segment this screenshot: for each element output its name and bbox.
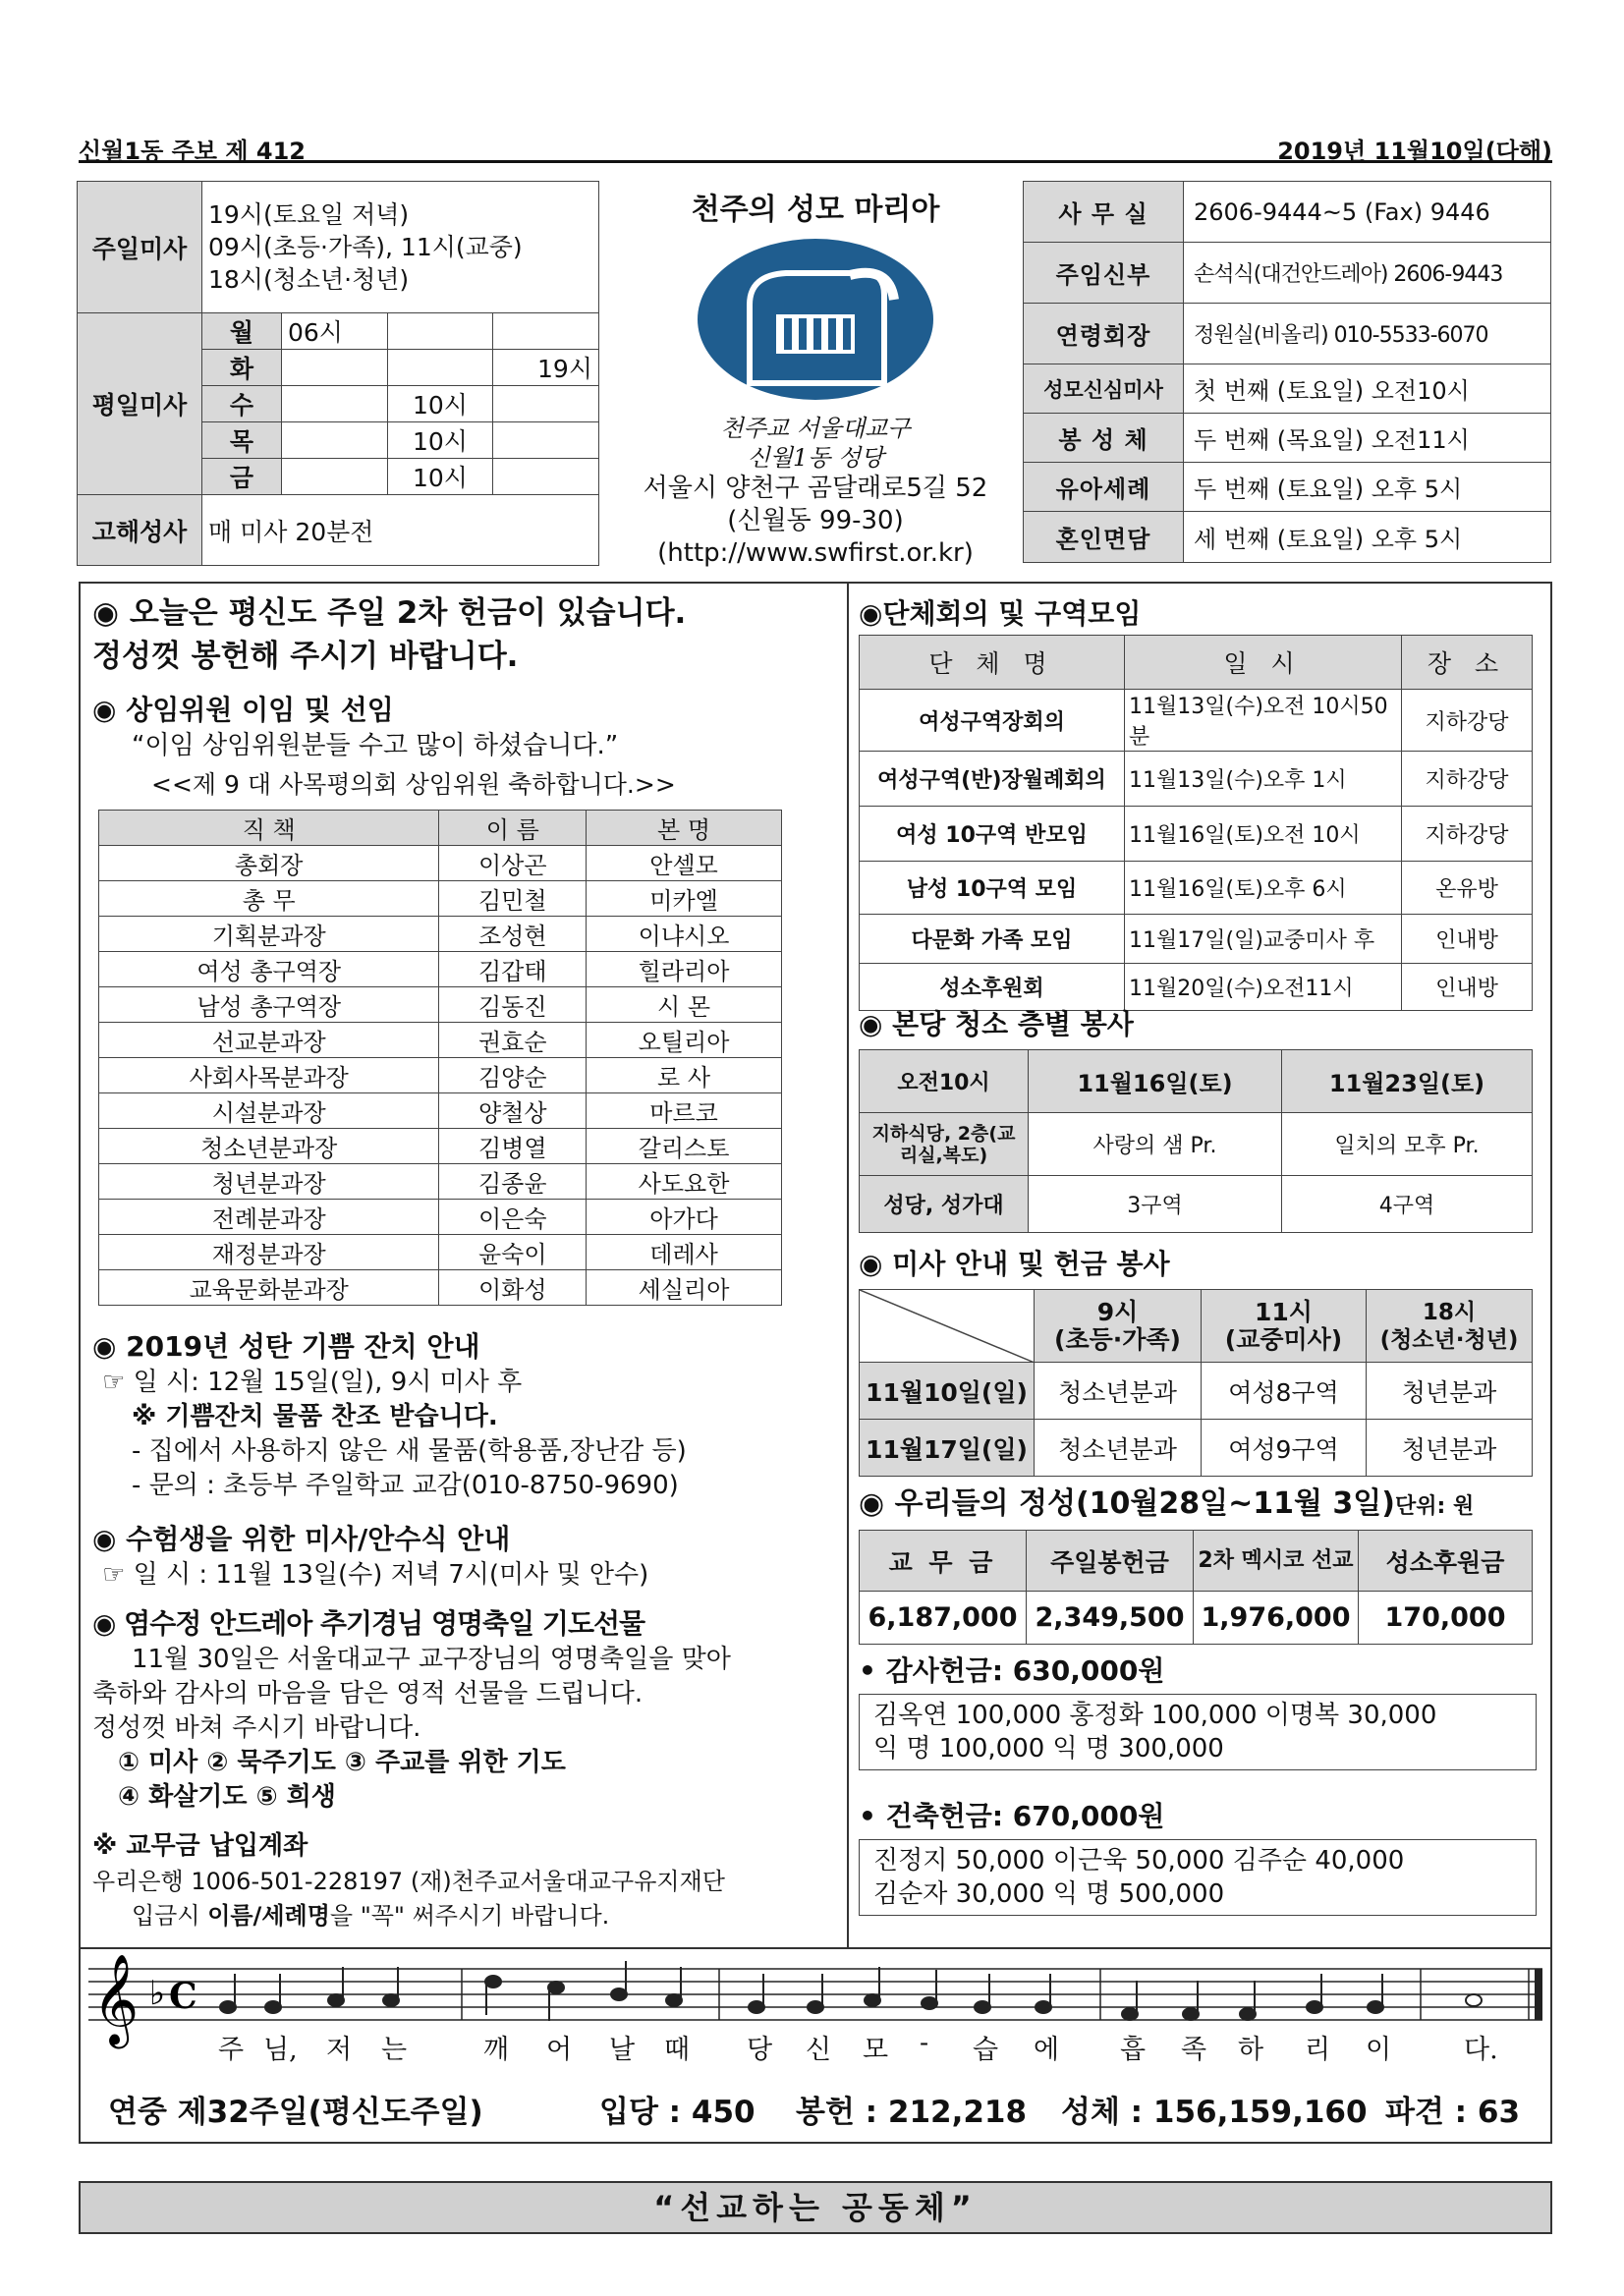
building-section: [859, 1798, 1537, 1916]
sunday-mass-line: 18시(청소년·청년): [208, 265, 410, 294]
cell: 김민철: [439, 881, 587, 917]
weekday-mass-label: 평일미사: [78, 313, 202, 495]
cleaning-section: [859, 1006, 1533, 1233]
table-row: [99, 1270, 782, 1306]
weekday-time: 10시: [387, 422, 493, 459]
cell: 2,349,500: [1027, 1592, 1194, 1645]
table-row: [99, 1129, 782, 1164]
sunday-title: 연중 제32주일(평신도주일): [108, 2095, 483, 2130]
note-head: [265, 2001, 281, 2013]
table-row: [860, 915, 1533, 964]
cell: 김동진: [439, 987, 587, 1023]
weekday-time: [493, 422, 599, 459]
weekday-time: [282, 459, 388, 495]
weekday: 수: [202, 386, 282, 422]
parish-block: [609, 177, 1022, 570]
note-head: [922, 1997, 937, 2009]
svg-text:𝄞: 𝄞: [92, 1953, 140, 2044]
cell: 청소년분과: [1035, 1420, 1202, 1477]
note-head: [611, 1988, 627, 2000]
col-header: 성소후원금: [1359, 1531, 1533, 1592]
cell: 여성 10구역 반모임: [860, 807, 1125, 862]
diagonal-cell: [860, 1290, 1035, 1363]
cell: 권효순: [439, 1023, 587, 1058]
section-title: ◉ 수험생을 위한 미사/안수식 안내: [92, 1523, 511, 1555]
table-row: [860, 1592, 1533, 1645]
lyric-syllable: 흡: [1120, 2035, 1147, 2065]
cell: 윤숙이: [439, 1235, 587, 1270]
header-line: 11시: [1255, 1297, 1313, 1326]
table-row: [860, 862, 1533, 915]
section-title: ※ 교무금 납입계좌: [92, 1831, 308, 1861]
cell: 청년분과장: [99, 1164, 439, 1200]
cardinal-line: 11월 30일은 서울대교구 교구장님의 영명축일을 맞아: [132, 1645, 731, 1674]
christmas-item: - 집에서 사용하지 않은 새 물품(학용품,장난감 등): [132, 1436, 687, 1466]
svg-text:♭: ♭: [149, 1974, 166, 2013]
lyric-syllable: 깨: [483, 2035, 510, 2065]
table-row: [860, 964, 1533, 1011]
cell: 힐라리아: [587, 952, 782, 987]
info-label: 연령회장: [1024, 304, 1184, 364]
lyric-syllable: 어: [546, 2035, 573, 2065]
cell: 전례분과장: [99, 1200, 439, 1235]
parish-address: 서울시 양천구 곰달래로5길 52: [643, 474, 988, 503]
weekday-time: [493, 386, 599, 422]
parish-address-2: (신월동 99-30): [727, 506, 904, 535]
cell: 온유방: [1402, 862, 1533, 915]
cell: 이상곤: [439, 846, 587, 881]
weekday-time: 10시: [387, 459, 493, 495]
building-box: [859, 1839, 1537, 1916]
christmas-section: [92, 1328, 839, 1503]
weekday-time: [282, 350, 388, 386]
account-note-text: 입금시: [132, 1902, 208, 1930]
section-title: • 감사헌금: 630,000원: [859, 1654, 1165, 1687]
offering-unit: 단위: 원: [1395, 1494, 1475, 1519]
cell: 아가다: [587, 1200, 782, 1235]
section-title: ◉ 2019년 성탄 기쁨 잔치 안내: [92, 1330, 480, 1363]
col-header: 단 체 명: [860, 636, 1125, 690]
cleaning-table: [859, 1049, 1533, 1233]
officers-section: [92, 692, 839, 802]
offering-section: [859, 1485, 1546, 1645]
group-section: [859, 595, 1533, 1011]
exam-section: [92, 1521, 839, 1593]
lyric-syllable: 족: [1181, 2035, 1207, 2065]
table-row: [99, 1093, 782, 1129]
christmas-note: ※ 기쁨잔치 물품 찬조 받습니다.: [132, 1402, 498, 1431]
cell: 6,187,000: [860, 1592, 1027, 1645]
account-number: 우리은행 1006-501-228197 (재)천주교서울대교구유지재단: [92, 1868, 725, 1895]
sunday-mass-line: 19시(토요일 저녁): [208, 200, 410, 229]
thanks-section: [859, 1652, 1537, 1770]
section-title: ◉ 염수정 안드레아 추기경님 영명축일 기도선물: [92, 1607, 645, 1640]
cell: 170,000: [1359, 1592, 1533, 1645]
weekday-time: 10시: [387, 386, 493, 422]
mass-schedule-table: [77, 181, 599, 566]
table-row: [99, 987, 782, 1023]
cell: 사회사목분과장: [99, 1058, 439, 1093]
donor-line: 진정지 50,000 이근욱 50,000 김주순 40,000: [873, 1846, 1405, 1876]
info-label: 주임신부: [1024, 243, 1184, 304]
cell: 11월17일(일): [860, 1420, 1035, 1477]
col-header: 직 책: [99, 811, 439, 846]
cell: 1,976,000: [1194, 1592, 1359, 1645]
account-note: [92, 1899, 849, 1933]
info-value: 첫 번째 (토요일) 오전10시: [1184, 364, 1551, 414]
note-head: [383, 1994, 399, 2006]
cell: 사도요한: [587, 1164, 782, 1200]
hymn-count: 봉헌 : 212,218: [796, 2095, 1028, 2130]
col-header: [1035, 1290, 1202, 1363]
header-line: 9시: [1096, 1297, 1139, 1326]
cell: 성당, 성가대: [860, 1176, 1029, 1233]
cell: 3구역: [1029, 1176, 1282, 1233]
sunday-mass-line: 09시(초등·가족), 11시(교중): [208, 233, 523, 261]
account-note-text: 을 "꼭" 써주시기 바랍니다.: [329, 1902, 610, 1930]
thanks-box: [859, 1694, 1537, 1770]
weekday-time: [493, 459, 599, 495]
col-header: [1202, 1290, 1367, 1363]
lyric-syllable: -: [920, 2028, 929, 2058]
notice-line: ◉ 오늘은 평신도 주일 2차 헌금이 있습니다.: [92, 595, 687, 631]
cell: 11월17일(일)교중미사 후: [1125, 915, 1402, 964]
col-header: 2차 멕시코 선교: [1194, 1531, 1359, 1592]
lyric-syllable: 날: [609, 2035, 636, 2065]
cell: 청년분과: [1367, 1363, 1533, 1420]
cell: 이은숙: [439, 1200, 587, 1235]
note-head: [1183, 2008, 1199, 2020]
parish-url[interactable]: (http://www.swfirst.or.kr): [657, 538, 974, 568]
col-header: 교 무 금: [860, 1531, 1027, 1592]
logo-caption: 천주교 서울대교구: [720, 415, 911, 442]
weekday: 금: [202, 459, 282, 495]
officers-quote: “이임 상임위원분들 수고 많이 하셨습니다.”: [132, 731, 619, 760]
header-line: (청소년·청년): [1379, 1326, 1519, 1353]
info-label: 성모신심미사: [1024, 364, 1184, 414]
cell: 11월13일(수)오후 1시: [1125, 752, 1402, 807]
cell: 4구역: [1282, 1176, 1533, 1233]
cell: 11월10일(일): [860, 1363, 1035, 1420]
cell: 미카엘: [587, 881, 782, 917]
section-title: [859, 1485, 1546, 1526]
section-title: ◉단체회의 및 구역모임: [859, 597, 1142, 630]
cell: 남성 총구역장: [99, 987, 439, 1023]
cell: 여성구역장회의: [860, 690, 1125, 752]
table-row: [99, 1023, 782, 1058]
table-row: [860, 690, 1533, 752]
donor-line: 익 명 100,000 익 명 300,000: [873, 1734, 1224, 1764]
table-row: [99, 1058, 782, 1093]
cell: 세실리아: [587, 1270, 782, 1306]
donor-line: 김순자 30,000 익 명 500,000: [873, 1879, 1225, 1909]
cell: 지하식당, 2층(교리실,복도): [860, 1113, 1029, 1176]
lyrics-line: [79, 2028, 1552, 2067]
account-note-bold: 이름/세례명: [207, 1902, 330, 1930]
weekday-time: 06시: [282, 313, 388, 350]
donor-line: 김옥연 100,000 홍정화 100,000 이명복 30,000: [873, 1701, 1437, 1730]
weekday-time: [387, 313, 493, 350]
col-header: 11월16일(토): [1029, 1050, 1282, 1113]
table-row: [860, 1420, 1533, 1477]
cell: 인내방: [1402, 915, 1533, 964]
mass-service-table: [859, 1289, 1533, 1477]
parish-logo-icon: [693, 236, 938, 403]
cell: 양철상: [439, 1093, 587, 1129]
cell: 로 사: [587, 1058, 782, 1093]
christmas-date: ☞ 일 시: 12월 15일(일), 9시 미사 후: [102, 1368, 523, 1397]
section-title: • 건축헌금: 670,000원: [859, 1800, 1165, 1832]
cardinal-section: [92, 1605, 849, 1815]
cell: 청소년분과: [1035, 1363, 1202, 1420]
table-row: [99, 1200, 782, 1235]
lyric-syllable: 님,: [263, 2035, 298, 2065]
note-head: [975, 2001, 990, 2013]
cell: 사랑의 샘 Pr.: [1029, 1113, 1282, 1176]
note-head: [808, 2001, 823, 2013]
header-bar: [79, 132, 1552, 163]
note-head: [328, 1994, 344, 2006]
note-head: [666, 1994, 682, 2006]
lyric-syllable: 리: [1305, 2035, 1331, 2065]
cell: 데레사: [587, 1235, 782, 1270]
note-head: [485, 1976, 501, 1988]
cell: 여성8구역: [1202, 1363, 1367, 1420]
header-line: (초등·가족): [1054, 1324, 1181, 1354]
cell: 지하강당: [1402, 690, 1533, 752]
cell: 11월13일(수)오전 10시50분: [1125, 690, 1402, 752]
christmas-item: - 문의 : 초등부 주일학교 교감(010-8750-9690): [132, 1471, 679, 1500]
col-header: 장 소: [1402, 636, 1533, 690]
cell: 총회장: [99, 846, 439, 881]
lyric-syllable: 에: [1034, 2035, 1060, 2065]
cell: 기획분과장: [99, 917, 439, 952]
group-table: [859, 635, 1533, 1011]
cell: 여성구역(반)장월례회의: [860, 752, 1125, 807]
lyric-syllable: 하: [1238, 2035, 1264, 2065]
logo-caption: 신월1동 성당: [747, 444, 884, 472]
cell: 총 무: [99, 881, 439, 917]
motto-bar: “선교하는 공동체”: [79, 2181, 1552, 2234]
confession-value: 매 미사 20분전: [202, 495, 599, 566]
dismissal-count: 파견 : 63: [1385, 2095, 1521, 2130]
section-title: ◉ 상임위원 이임 및 선임: [92, 694, 394, 726]
note-head: [1307, 2001, 1322, 2013]
cell: 청년분과: [1367, 1420, 1533, 1477]
lyric-syllable: 주: [218, 2035, 245, 2065]
info-value: 두 번째 (토요일) 오후 5시: [1184, 463, 1551, 512]
cell: 김병열: [439, 1129, 587, 1164]
table-row: [860, 1113, 1533, 1176]
note-head: [548, 1982, 564, 1993]
cell: 남성 10구역 모임: [860, 862, 1125, 915]
officers-table: [98, 810, 782, 1306]
info-value: 손석식(대건안드레아) 2606-9443: [1184, 243, 1551, 304]
col-header: 본 명: [587, 811, 782, 846]
lyric-syllable: 습: [973, 2035, 999, 2065]
lyric-syllable: 때: [664, 2035, 691, 2065]
lyric-syllable: 다.: [1464, 2035, 1498, 2065]
header-line: 18시: [1422, 1299, 1477, 1325]
main-notice: [92, 591, 839, 678]
account-section: [92, 1827, 849, 1933]
cell: 이냐시오: [587, 917, 782, 952]
prayer-list: ① 미사 ② 묵주기도 ③ 주교를 위한 기도: [118, 1748, 566, 1777]
cell: 일치의 모후 Pr.: [1282, 1113, 1533, 1176]
summary-line: [108, 2087, 1542, 2136]
cell: 인내방: [1402, 964, 1533, 1011]
weekday-time: [493, 313, 599, 350]
info-value: 세 번째 (토요일) 오후 5시: [1184, 512, 1551, 563]
cell: 갈리스토: [587, 1129, 782, 1164]
prayer-list: ④ 화살기도 ⑤ 희생: [118, 1782, 336, 1812]
info-value: 두 번째 (목요일) 오전11시: [1184, 414, 1551, 463]
note-head: [1368, 2001, 1383, 2013]
section-title: ◉ 미사 안내 및 헌금 봉사: [859, 1248, 1170, 1280]
issue-date: 2019년 11월10일(다해): [1277, 138, 1552, 165]
lyric-syllable: 는: [381, 2035, 408, 2065]
header-line: (교중미사): [1224, 1324, 1343, 1354]
cell: 11월20일(수)오전11시: [1125, 964, 1402, 1011]
lyric-syllable: 신: [806, 2035, 832, 2065]
exam-date: ☞ 일 시 : 11월 13일(수) 저녁 7시(미사 및 안수): [102, 1560, 649, 1590]
cell: 성소후원회: [860, 964, 1125, 1011]
lyric-syllable: 모: [863, 2035, 889, 2065]
sunday-mass-label: 주일미사: [78, 182, 202, 313]
weekday: 목: [202, 422, 282, 459]
info-label: 사 무 실: [1024, 182, 1184, 243]
cardinal-line: 축하와 감사의 마음을 담은 영적 선물을 드립니다.: [92, 1679, 644, 1708]
col-header: 주일봉헌금: [1027, 1531, 1194, 1592]
lyric-syllable: 저: [326, 2035, 353, 2065]
note-head: [1036, 2001, 1051, 2013]
cell: 여성9구역: [1202, 1420, 1367, 1477]
lyric-syllable: 당: [747, 2035, 773, 2065]
weekday-time: [282, 422, 388, 459]
entrance-count: 입당 : 450: [599, 2095, 756, 2130]
section-title: ◉ 본당 청소 층별 봉사: [859, 1008, 1134, 1040]
cell: 오틸리아: [587, 1023, 782, 1058]
officers-subtitle: <<제 9 대 사목평의회 상임위원 축하합니다.>>: [151, 770, 676, 799]
table-row: [99, 1235, 782, 1270]
col-header: 이 름: [439, 811, 587, 846]
col-header: 오전10시: [860, 1050, 1029, 1113]
note-head: [220, 2001, 236, 2013]
communion-count: 성체 : 156,159,160: [1061, 2095, 1368, 2130]
table-row: [99, 881, 782, 917]
cell: 조성현: [439, 917, 587, 952]
table-row: [99, 846, 782, 881]
info-label: 봉 성 체: [1024, 414, 1184, 463]
col-header: 11월23일(토): [1282, 1050, 1533, 1113]
cell: 교육문화분과장: [99, 1270, 439, 1306]
info-value: 2606-9444~5 (Fax) 9446: [1184, 182, 1551, 243]
note-head: [1122, 2008, 1138, 2020]
offering-table: [859, 1530, 1533, 1645]
note-head: [749, 2001, 764, 2013]
cell: 김종윤: [439, 1164, 587, 1200]
cell: 시 몬: [587, 987, 782, 1023]
weekday: 월: [202, 313, 282, 350]
weekday: 화: [202, 350, 282, 386]
notice-line: 정성껏 봉헌해 주시기 바랍니다.: [92, 639, 519, 674]
music-score: [79, 1947, 1552, 2144]
cell: 다문화 가족 모임: [860, 915, 1125, 964]
table-row: [99, 917, 782, 952]
col-header: [1367, 1290, 1533, 1363]
svg-text:C: C: [169, 1976, 197, 2017]
cell: 마르코: [587, 1093, 782, 1129]
cell: 11월16일(토)오전 10시: [1125, 807, 1402, 862]
cell: 김양순: [439, 1058, 587, 1093]
cell: 이화성: [439, 1270, 587, 1306]
col-header: 일 시: [1125, 636, 1402, 690]
table-row: [860, 1363, 1533, 1420]
weekday-time: [282, 386, 388, 422]
confession-label: 고해성사: [78, 495, 202, 566]
table-row: [860, 807, 1533, 862]
parish-title: 천주의 성모 마리아: [691, 193, 940, 227]
cell: 청소년분과장: [99, 1129, 439, 1164]
note-head: [1466, 1994, 1482, 2006]
table-row: [99, 952, 782, 987]
diagonal-line-icon: [860, 1290, 1035, 1363]
table-row: [860, 752, 1533, 807]
info-label: 유아세례: [1024, 463, 1184, 512]
note-head: [1240, 2008, 1256, 2020]
cell: 안셀모: [587, 846, 782, 881]
cell: 선교분과장: [99, 1023, 439, 1058]
weekday-time: [387, 350, 493, 386]
cell: 지하강당: [1402, 752, 1533, 807]
mass-service-section: [859, 1246, 1533, 1477]
table-row: [860, 1176, 1533, 1233]
info-label: 혼인면담: [1024, 512, 1184, 563]
issue-number: 신월1동 주보 제 412: [79, 138, 306, 165]
lyric-syllable: 이: [1366, 2035, 1392, 2065]
offering-title: ◉ 우리들의 정성(10월28일~11월 3일): [859, 1486, 1395, 1521]
table-row: [99, 1164, 782, 1200]
cell: 김갑태: [439, 952, 587, 987]
weekday-time: 19시: [493, 350, 599, 386]
cardinal-line: 정성껏 바쳐 주시기 바랍니다.: [92, 1713, 421, 1743]
cell: 11월16일(토)오후 6시: [1125, 862, 1402, 915]
cell: 지하강당: [1402, 807, 1533, 862]
note-head: [865, 1994, 880, 2006]
sunday-mass-times: [202, 182, 599, 313]
info-value: 정원실(비올리) 010-5533-6070: [1184, 304, 1551, 364]
cell: 여성 총구역장: [99, 952, 439, 987]
cell: 시설분과장: [99, 1093, 439, 1129]
contact-info-table: [1023, 181, 1551, 563]
cell: 재정분과장: [99, 1235, 439, 1270]
